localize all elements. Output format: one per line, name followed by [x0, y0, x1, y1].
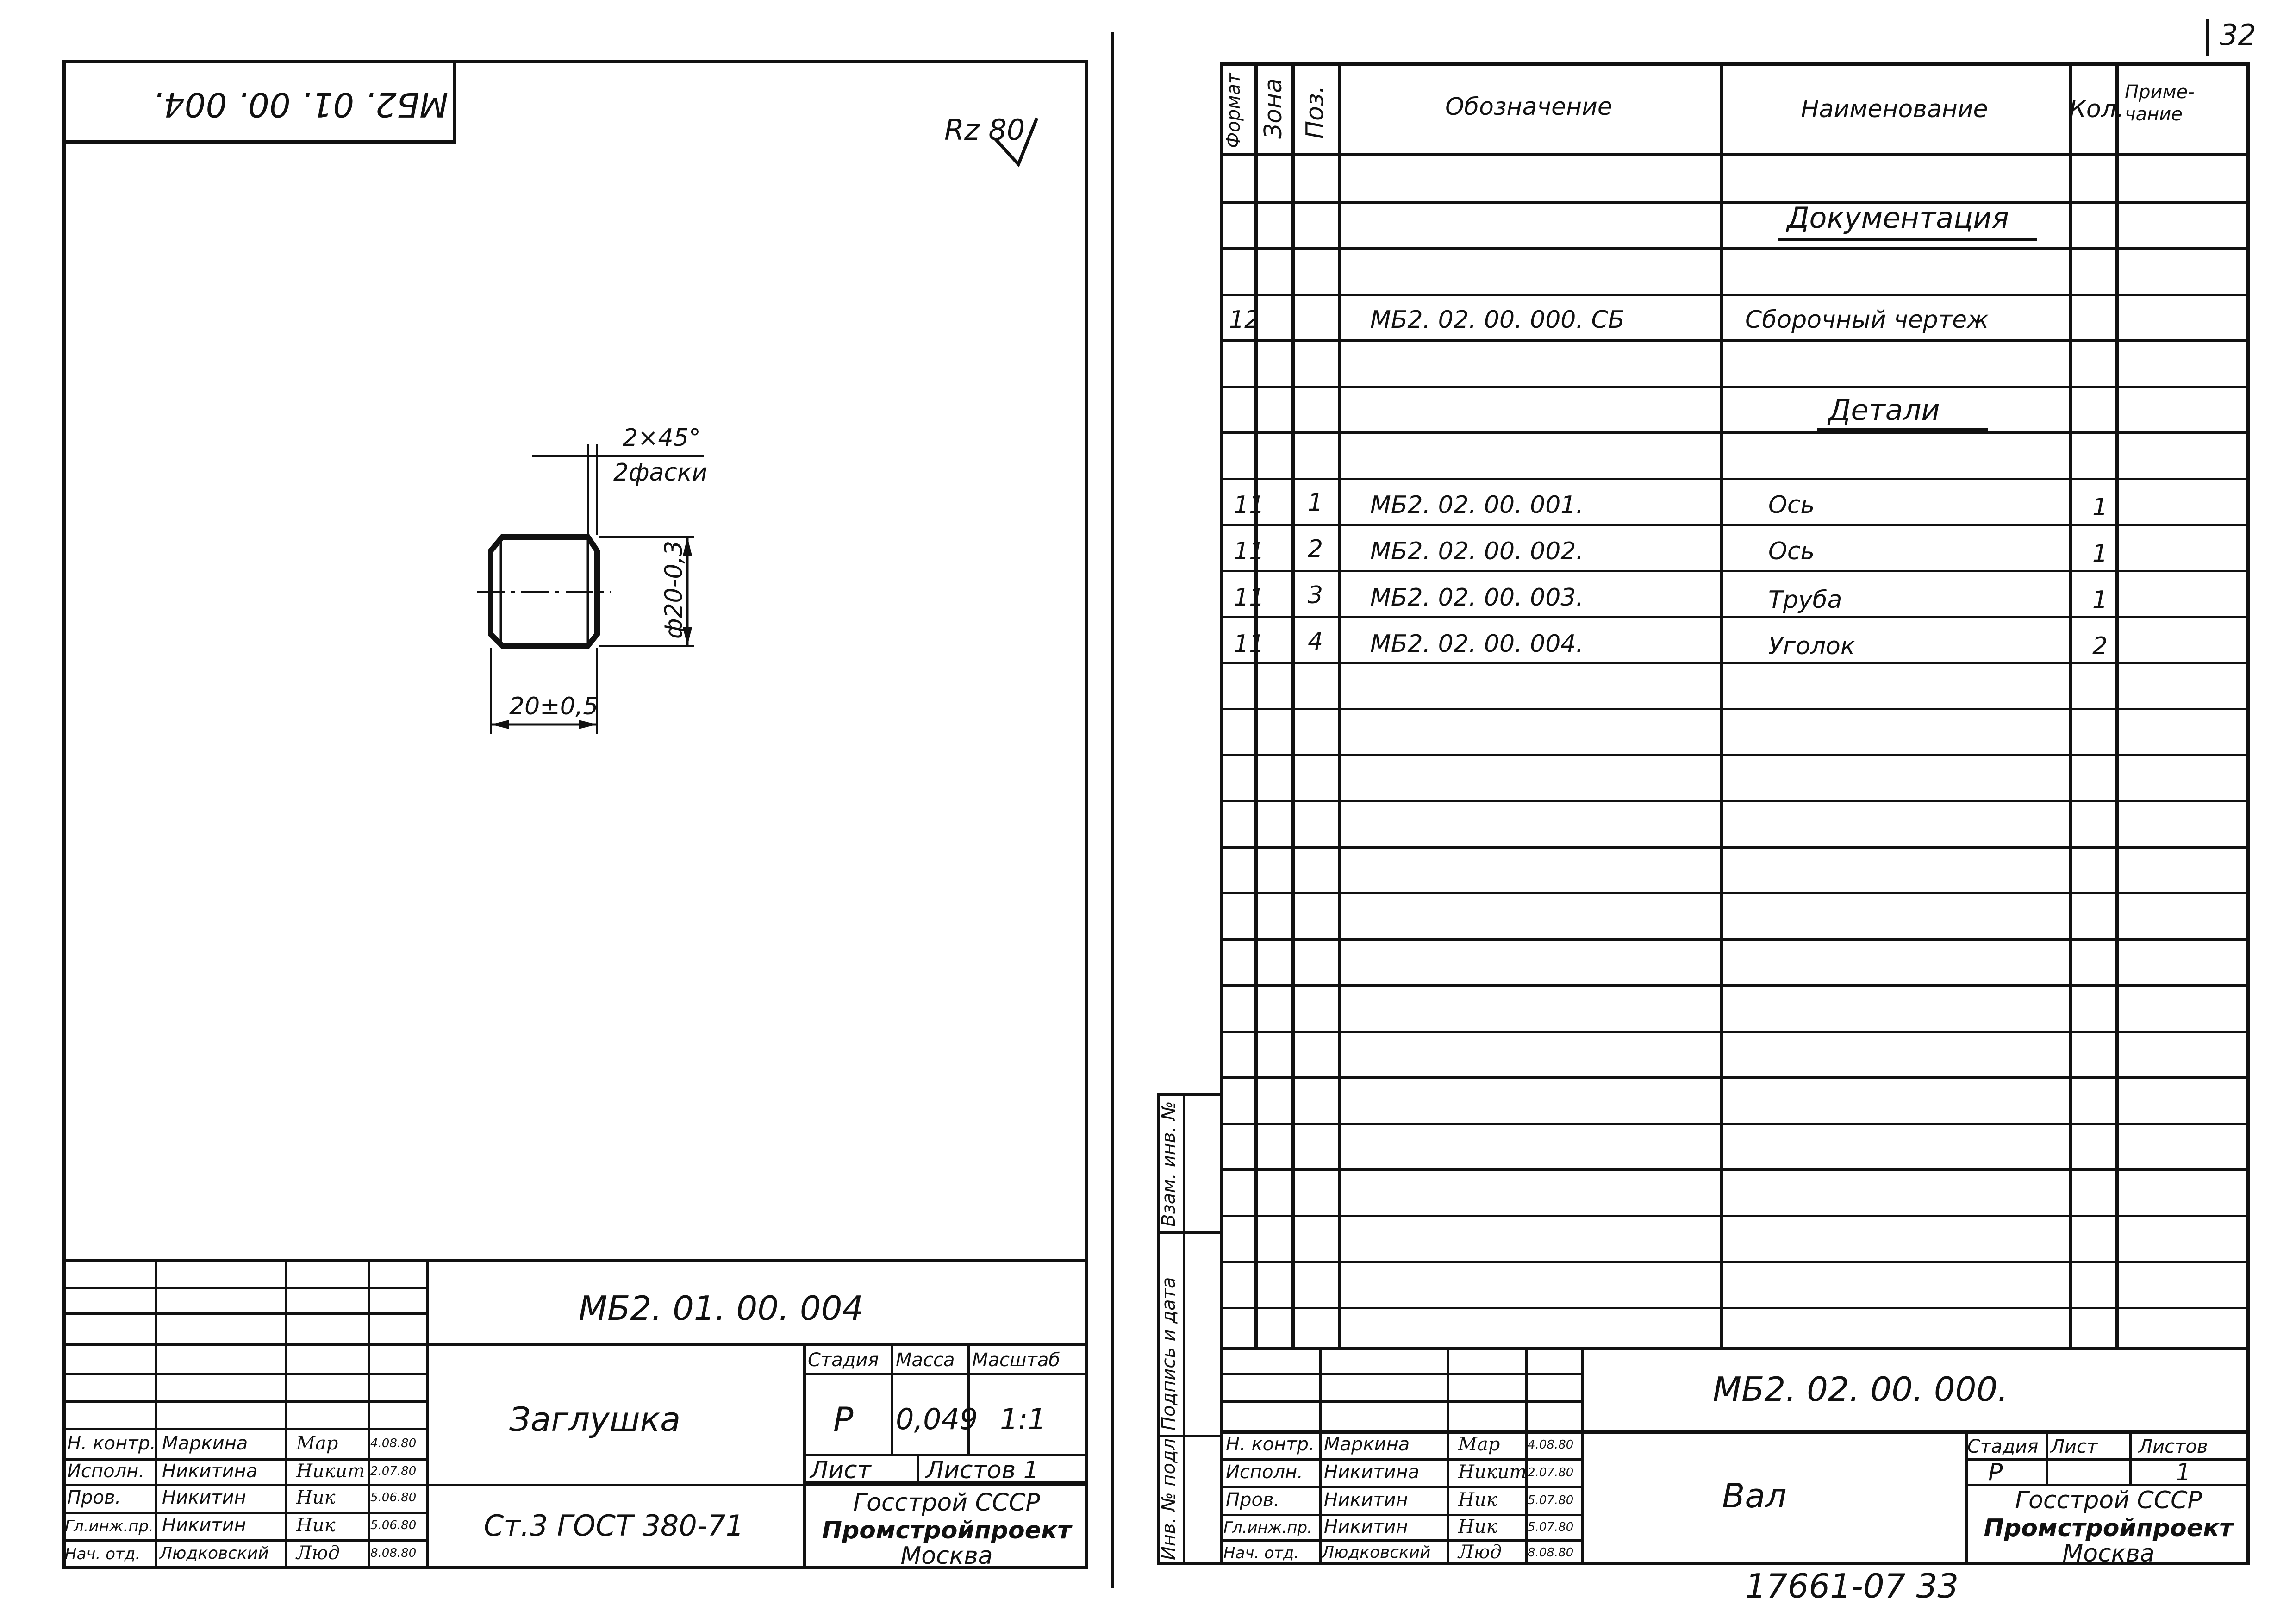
- right-date: 5.07.80: [1528, 1520, 1574, 1534]
- spec-row-line: [1220, 892, 2250, 894]
- right-tb-org-2: Промстройпроект: [1984, 1514, 2234, 1542]
- left-tb-line: [803, 1454, 1088, 1456]
- spec-row-line: [1220, 1215, 2250, 1217]
- part-designation: МБ2. 02. 00. 001.: [1370, 491, 1584, 519]
- left-tb-col-line: [285, 1259, 287, 1569]
- left-tb-row-line: [62, 1312, 426, 1315]
- section-parts: Детали: [1828, 393, 1940, 427]
- rotated-designation: МБ2. 01. 00. 004.: [153, 85, 449, 124]
- spec-row-line: [1220, 1168, 2250, 1171]
- left-tb-col-line: [426, 1259, 429, 1569]
- right-tb-line: [1965, 1484, 2250, 1486]
- spec-col-line: [2115, 62, 2119, 1347]
- part-designation: МБ2. 02. 00. 004.: [1370, 630, 1584, 658]
- right-sheet-frame: [1220, 62, 2250, 1568]
- part-pos: 3: [1308, 581, 1323, 609]
- roughness-symbol: [995, 118, 1037, 164]
- left-tb-scale: 1:1: [1000, 1402, 1046, 1436]
- left-tb-stage: Р: [833, 1400, 854, 1439]
- diameter-dimension: ф20-0,3: [660, 540, 688, 639]
- left-signature: Ник: [296, 1515, 336, 1536]
- right-signature: Ник: [1458, 1489, 1497, 1511]
- part-designation: МБ2. 02. 00. 003.: [1370, 584, 1584, 612]
- right-tb-col-line: [1447, 1347, 1449, 1565]
- right-date: 4.08.80: [1528, 1438, 1574, 1452]
- col-name-header: Наименование: [1801, 95, 1988, 123]
- section-documentation-underline: [1778, 238, 2037, 241]
- left-role: Исполн.: [67, 1461, 144, 1482]
- right-tb-line: [2046, 1430, 2048, 1484]
- left-person: Людковский: [160, 1544, 269, 1563]
- right-tb-line: [1965, 1458, 2250, 1461]
- left-role: Н. контр.: [67, 1433, 156, 1454]
- spec-row-line: [1220, 247, 2250, 250]
- left-signature: Никит: [296, 1461, 365, 1482]
- spec-row-line: [1220, 800, 2250, 802]
- part-qty: 1: [2092, 540, 2108, 568]
- left-tb-line: [917, 1454, 919, 1481]
- part-qty: 1: [2092, 493, 2108, 521]
- left-tb-material: Ст.3 ГОСТ 380-71: [484, 1509, 744, 1543]
- right-tb-col-line: [1319, 1347, 1322, 1565]
- side-strip-line: [1183, 1093, 1185, 1565]
- spec-row-line: [1220, 1123, 2250, 1125]
- right-role: Гл.инж.пр.: [1223, 1518, 1312, 1537]
- left-date: 5.06.80: [370, 1518, 417, 1532]
- part-format: 11: [1234, 630, 1265, 658]
- col-pos-header: Поз.: [1301, 85, 1329, 139]
- part-name: Ось: [1768, 537, 1815, 565]
- right-tb-stage: Р: [1988, 1459, 2003, 1487]
- left-tb-line: [891, 1343, 893, 1454]
- left-tb-row-line: [62, 1400, 426, 1403]
- spec-row-line: [1220, 754, 2250, 756]
- right-role: Н. контр.: [1226, 1434, 1315, 1455]
- right-tb-sheets-header: Листов: [2139, 1436, 2208, 1457]
- spec-row-line: [1220, 524, 2250, 526]
- right-signature: Никит: [1458, 1462, 1527, 1483]
- right-signature: Ник: [1458, 1516, 1497, 1537]
- right-tb-sheet-header: Лист: [2051, 1436, 2098, 1457]
- spec-col-line: [2069, 62, 2072, 1347]
- left-role: Гл.инж.пр.: [65, 1517, 154, 1536]
- left-person: Никитин: [162, 1487, 246, 1508]
- spec-row-line: [1220, 662, 2250, 664]
- left-person: Маркина: [162, 1433, 248, 1454]
- right-person: Никитина: [1324, 1462, 1420, 1483]
- right-tb-col-line: [1581, 1347, 1584, 1565]
- right-role: Пров.: [1226, 1489, 1280, 1511]
- chamfer-size: 2×45°: [623, 424, 701, 452]
- side-label-inv: Инв. № подл.: [1158, 1432, 1179, 1560]
- left-signature: Люд: [296, 1543, 340, 1564]
- spec-row-line: [1220, 294, 2250, 296]
- right-date: 2.07.80: [1528, 1466, 1574, 1480]
- doc-name: Сборочный чертеж: [1745, 306, 1989, 334]
- left-tb-line: [967, 1343, 970, 1454]
- bottom-number: 17661-07 33: [1745, 1567, 1959, 1605]
- part-pos: 2: [1308, 535, 1323, 563]
- left-tb-designation: МБ2. 01. 00. 004: [579, 1289, 864, 1328]
- col-note-header: Приме-чание: [2125, 81, 2195, 125]
- side-label-sign: Подпись и дата: [1158, 1277, 1179, 1430]
- part-format: 11: [1234, 537, 1265, 565]
- spec-row-line: [1220, 984, 2250, 987]
- left-tb-org-1: Госстрой СССР: [853, 1489, 1040, 1517]
- part-name: Уголок: [1768, 632, 1855, 660]
- right-tb-sheets: 1: [2176, 1459, 2191, 1487]
- left-tb-col-line: [155, 1259, 157, 1569]
- left-role: Нач. отд.: [65, 1545, 141, 1563]
- left-tb-row-line: [62, 1512, 426, 1514]
- right-tb-top-line: [1220, 1347, 2250, 1350]
- col-zone-header: Зона: [1260, 78, 1287, 139]
- left-tb-scale-header: Масштаб: [972, 1349, 1061, 1371]
- part-name: Труба: [1768, 586, 1842, 614]
- right-person: Людковский: [1322, 1543, 1431, 1562]
- spec-row-line: [1220, 1076, 2250, 1079]
- left-date: 4.08.80: [370, 1437, 417, 1450]
- left-person: Никитин: [162, 1515, 246, 1536]
- chamfer-count: 2фаски: [613, 459, 708, 487]
- left-tb-sheet-header: Лист: [810, 1456, 871, 1484]
- part-name: Ось: [1768, 491, 1815, 519]
- left-tb-top-line: [62, 1259, 1088, 1262]
- arrow-len-right: [579, 720, 597, 729]
- left-tb-row-line: [62, 1428, 426, 1430]
- side-strip-line: [1157, 1231, 1222, 1234]
- right-tb-line: [2129, 1430, 2132, 1484]
- col-designation-header: Обозначение: [1445, 93, 1612, 121]
- page-number: 32: [2220, 18, 2256, 52]
- length-dimension: 20±0,5: [509, 693, 599, 720]
- right-tb-stage-header: Стадия: [1967, 1436, 2039, 1457]
- right-tb-designation: МБ2. 02. 00. 000.: [1713, 1370, 2009, 1409]
- left-tb-stage-header: Стадия: [808, 1349, 879, 1371]
- right-tb-row-line: [1220, 1430, 2250, 1434]
- left-person: Никитина: [162, 1461, 258, 1482]
- left-tb-row-line: [62, 1373, 426, 1375]
- spec-row-line: [1220, 708, 2250, 710]
- left-tb-line: [803, 1373, 1088, 1375]
- spec-row-line: [1220, 478, 2250, 480]
- right-tb-org-3: Москва: [2062, 1540, 2155, 1568]
- left-tb-row-line: [62, 1343, 1088, 1346]
- spec-col-line: [1338, 62, 1341, 1347]
- part-designation: МБ2. 02. 00. 002.: [1370, 537, 1584, 565]
- right-person: Маркина: [1324, 1434, 1410, 1455]
- spec-col-line: [1292, 62, 1295, 1347]
- spec-row-line: [1220, 1031, 2250, 1033]
- spec-row-line: [1220, 570, 2250, 572]
- left-role: Пров.: [67, 1487, 121, 1508]
- left-tb-row-line: [62, 1484, 426, 1486]
- right-tb-name: Вал: [1722, 1476, 1787, 1515]
- spec-col-line: [1720, 62, 1723, 1347]
- right-signature: Люд: [1458, 1542, 1502, 1563]
- left-tb-name: Заглушка: [509, 1400, 681, 1439]
- roughness-label: Rz 80: [944, 113, 1025, 147]
- left-tb-mass-header: Масса: [896, 1349, 955, 1371]
- section-parts-underline: [1817, 428, 1988, 431]
- left-tb-org-2: Промстройпроект: [822, 1517, 1072, 1544]
- doc-format: 12: [1229, 306, 1260, 334]
- col-format-header: Формат: [1223, 73, 1244, 148]
- left-date: 5.06.80: [370, 1491, 417, 1505]
- right-person: Никитин: [1324, 1516, 1408, 1537]
- spec-row-line: [1220, 616, 2250, 618]
- spec-col-line: [1254, 62, 1258, 1347]
- right-signature: Мар: [1458, 1434, 1500, 1455]
- doc-designation: МБ2. 02. 00. 000. СБ: [1370, 306, 1625, 334]
- part-qty: 1: [2092, 586, 2108, 614]
- left-tb-sheets-header: Листов 1: [926, 1456, 1039, 1484]
- right-tb-org-1: Госстрой СССР: [2015, 1487, 2202, 1514]
- spec-row-line: [1220, 846, 2250, 849]
- spec-row-line: [1220, 1307, 2250, 1309]
- spec-row-line: [1220, 386, 2250, 388]
- spec-row-line: [1220, 201, 2250, 204]
- right-role: Исполн.: [1226, 1462, 1303, 1483]
- right-person: Никитин: [1324, 1489, 1408, 1511]
- spec-row-line: [1220, 431, 2250, 434]
- part-pos: 1: [1308, 489, 1323, 517]
- spec-row-line: [1220, 938, 2250, 941]
- right-date: 8.08.80: [1528, 1546, 1574, 1560]
- part-qty: 2: [2092, 632, 2108, 660]
- left-date: 2.07.80: [370, 1464, 417, 1478]
- col-qty-header: Кол.: [2069, 95, 2124, 123]
- left-tb-org-3: Москва: [900, 1542, 993, 1570]
- part-pos: 4: [1308, 628, 1323, 656]
- left-tb-row-line: [62, 1287, 426, 1289]
- arrow-len-left: [491, 720, 509, 729]
- left-signature: Ник: [296, 1487, 336, 1508]
- part-format: 11: [1234, 584, 1265, 612]
- side-label-replace: Взам. инв. №: [1158, 1101, 1179, 1227]
- left-signature: Мар: [296, 1433, 338, 1454]
- spec-row-line: [1220, 339, 2250, 342]
- right-role: Нач. отд.: [1223, 1544, 1299, 1562]
- left-tb-mass: 0,049: [896, 1402, 978, 1436]
- spec-row-line: [1220, 1261, 2250, 1263]
- part-format: 11: [1234, 491, 1265, 519]
- section-documentation: Документация: [1787, 201, 2009, 235]
- right-date: 5.07.80: [1528, 1493, 1574, 1507]
- left-date: 8.08.80: [370, 1546, 417, 1560]
- spec-header-bottom: [1220, 153, 2250, 156]
- left-tb-row-line: [62, 1539, 426, 1542]
